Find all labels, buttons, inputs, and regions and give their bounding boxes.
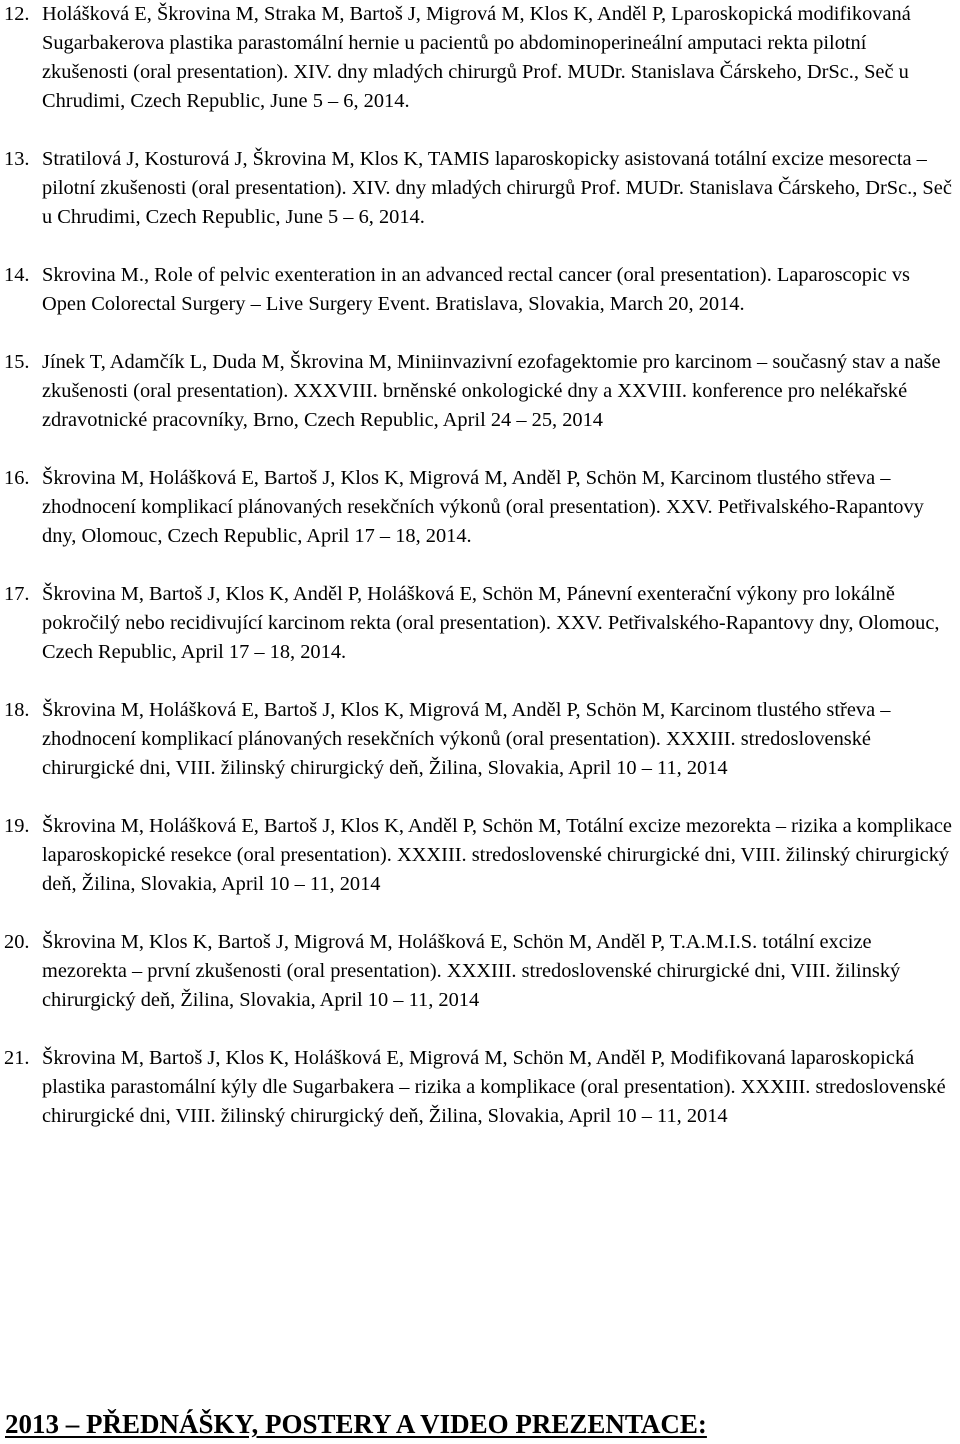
reference-item xyxy=(0,464,960,551)
reference-item xyxy=(0,261,960,319)
reference-text: Jínek T, Adamčík L, Duda M, Škrovina M, Miniinvazivní ezofagektomie pro karcinom – současný stav a naše zkušenosti (oral presentation). XXXVIII. brněnské onkologické dny a XXVIII. konference pro nelékařské zdravotnické pracovníky, Brno, Czech Republic, April 24 – 25, 2014 xyxy=(42,351,941,431)
reference-item xyxy=(0,1044,960,1131)
reference-text: Holášková E, Škrovina M, Straka M, Bartoš J, Migrová M, Klos K, Anděl P, Lparoskopická modifikovaná Sugarbakerova plastika parastomální hernie u pacientů po abdominoperineální amputaci rekta pilotní zkušenosti (oral presentation). XIV. dny mladých chirurgů Prof. MUDr. Stanislava Čárskeho, DrSc., Seč u Chrudimi, Czech Republic, June 5 – 6, 2014. xyxy=(42,3,911,112)
reference-number: 13. xyxy=(4,148,30,170)
reference-number: 17. xyxy=(4,583,30,605)
reference-item xyxy=(0,928,960,1015)
reference-text: Stratilová J, Kosturová J, Škrovina M, Klos K, TAMIS laparoskopicky asistovaná totální excize mesorecta – pilotní zkušenosti (oral presentation). XIV. dny mladých chirurgů Prof. MUDr. Stanislava Čárskeho, DrSc., Seč u Chrudimi, Czech Republic, June 5 – 6, 2014. xyxy=(42,148,952,228)
reference-number: 16. xyxy=(4,467,30,489)
reference-text: Škrovina M, Klos K, Bartoš J, Migrová M, Holášková E, Schön M, Anděl P, T.A.M.I.S. totální excize mezorekta – první zkušenosti (oral presentation). XXXIII. stredoslovenské chirurgické dni, VIII. žilinský chirurgický deň, Žilina, Slovakia, April 10 – 11, 2014 xyxy=(42,931,901,1011)
reference-item xyxy=(0,580,960,667)
reference-text: Škrovina M, Holášková E, Bartoš J, Klos K, Anděl P, Schön M, Totální excize mezorekta – rizika a komplikace laparoskopické resekce (oral presentation). XXXIII. stredoslovenské chirurgické dni, VIII. žilinský chirurgický deň, Žilina, Slovakia, April 10 – 11, 2014 xyxy=(42,815,952,895)
reference-text: Škrovina M, Bartoš J, Klos K, Anděl P, Holášková E, Schön M, Pánevní exenterační výkony pro lokálně pokročilý nebo recidivující karcinom rekta (oral presentation). XXV. Petřivalského-Rapantovy dny, Olomouc, Czech Republic, April 17 – 18, 2014. xyxy=(42,583,940,663)
reference-number: 21. xyxy=(4,1047,30,1069)
reference-item xyxy=(0,0,960,116)
reference-item xyxy=(0,812,960,899)
reference-item xyxy=(0,145,960,232)
reference-text: Škrovina M, Holášková E, Bartoš J, Klos K, Migrová M, Anděl P, Schön M, Karcinom tlustého střeva – zhodnocení komplikací plánovaných resekčních výkonů (oral presentation). XXXIII. stredoslovenské chirurgické dni, VIII. žilinský chirurgický deň, Žilina, Slovakia, April 10 – 11, 2014 xyxy=(42,699,891,779)
reference-number: 14. xyxy=(4,264,30,286)
reference-item xyxy=(0,348,960,435)
reference-number: 12. xyxy=(4,3,30,25)
section-heading: 2013 – PŘEDNÁŠKY, POSTERY A VIDEO PREZENTACE: xyxy=(5,1409,707,1439)
reference-text: Škrovina M, Holášková E, Bartoš J, Klos K, Migrová M, Anděl P, Schön M, Karcinom tlustého střeva – zhodnocení komplikací plánovaných resekčních výkonů (oral presentation). XXV. Petřivalského-Rapantovy dny, Olomouc, Czech Republic, April 17 – 18, 2014. xyxy=(42,467,924,547)
reference-text: Škrovina M, Bartoš J, Klos K, Holášková E, Migrová M, Schön M, Anděl P, Modifikovaná laparoskopická plastika parastomální kýly dle Sugarbakera – rizika a komplikace (oral presentation). XXXIII. stredoslovenské chirurgické dni, VIII. žilinský chirurgický deň, Žilina, Slovakia, April 10 – 11, 2014 xyxy=(42,1047,946,1127)
reference-number: 18. xyxy=(4,699,30,721)
reference-number: 20. xyxy=(4,931,30,953)
reference-text: Skrovina M., Role of pelvic exenteration in an advanced rectal cancer (oral presentation). Laparoscopic vs Open Colorectal Surgery – Live Surgery Event. Bratislava, Slovakia, March 20, 2014. xyxy=(42,264,910,315)
reference-item xyxy=(0,696,960,783)
reference-number: 19. xyxy=(4,815,30,837)
reference-number: 15. xyxy=(4,351,30,373)
